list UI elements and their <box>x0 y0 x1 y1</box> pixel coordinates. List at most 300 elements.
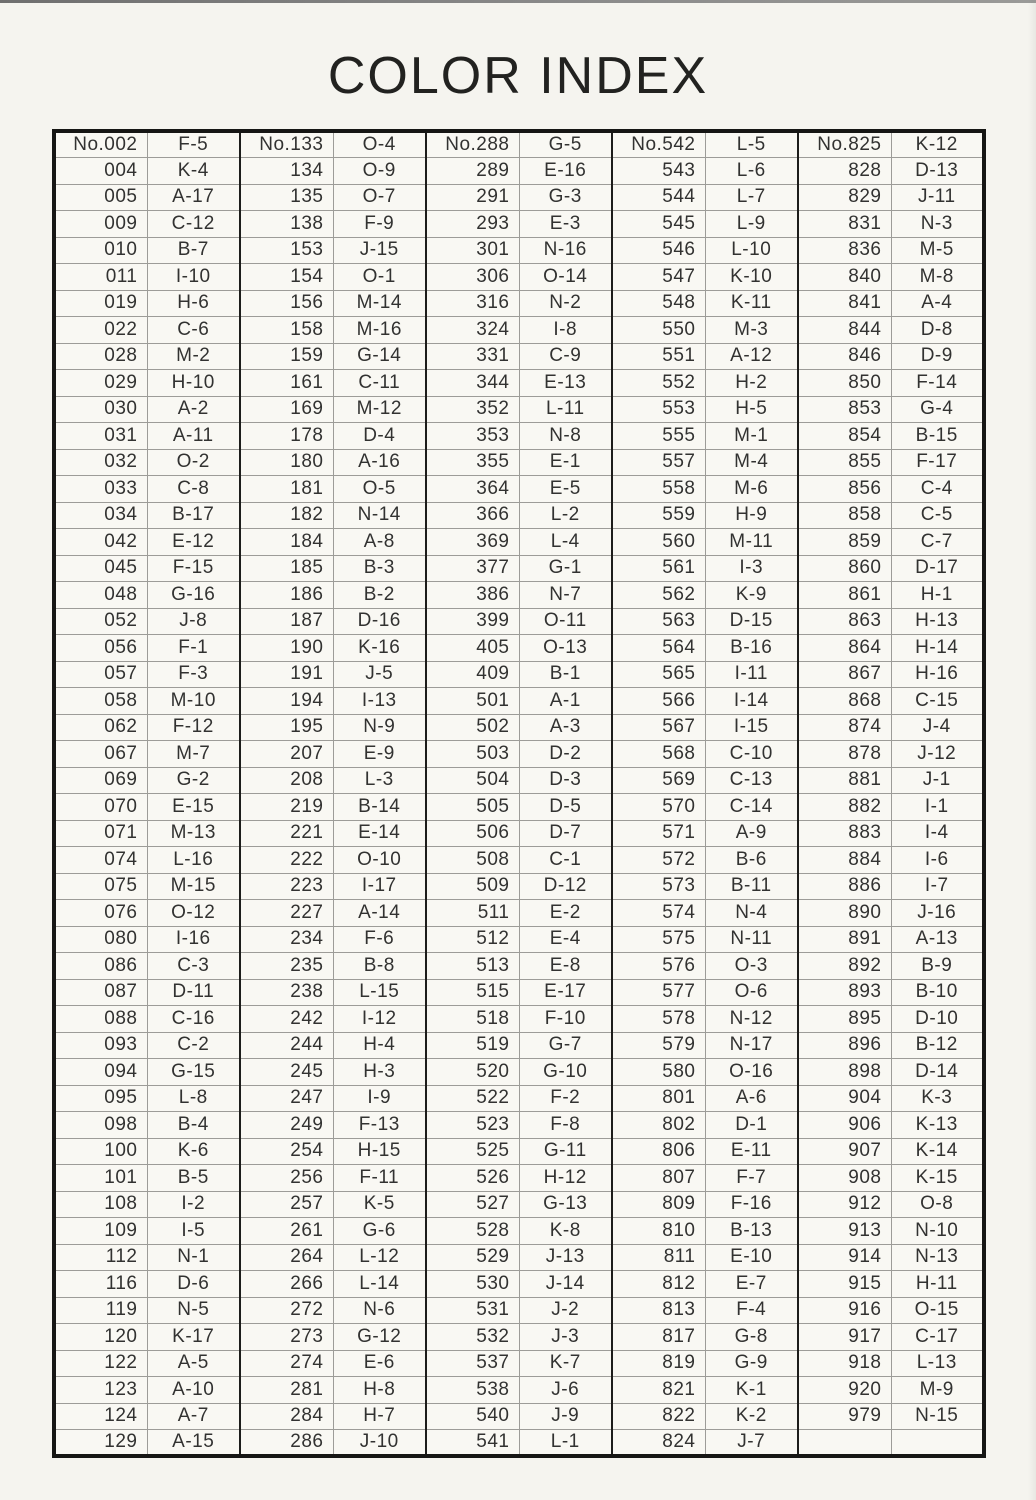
color-number-cell: 273 <box>240 1324 333 1351</box>
table-row <box>54 555 984 582</box>
color-code-cell: O-1 <box>333 264 426 291</box>
color-code-cell: J-13 <box>519 1244 612 1271</box>
color-number-cell: 245 <box>240 1059 333 1086</box>
color-number-cell: 169 <box>240 396 333 423</box>
color-code-cell: G-9 <box>705 1350 798 1377</box>
color-number-cell: 249 <box>240 1112 333 1139</box>
color-code-cell: H-14 <box>891 635 984 662</box>
color-code-cell: C-11 <box>333 370 426 397</box>
color-number-cell: 506 <box>426 820 519 847</box>
table-row <box>54 1403 984 1430</box>
color-number-cell: 513 <box>426 953 519 980</box>
color-number-cell: 553 <box>612 396 705 423</box>
color-number-cell: 896 <box>798 1032 891 1059</box>
color-code-cell: N-6 <box>333 1297 426 1324</box>
color-code-cell: C-2 <box>147 1032 240 1059</box>
color-code-cell: D-7 <box>519 820 612 847</box>
color-code-cell: I-14 <box>705 688 798 715</box>
table-row <box>54 211 984 238</box>
color-code-cell: O-6 <box>705 979 798 1006</box>
color-number-cell: 222 <box>240 847 333 874</box>
color-number-cell: 100 <box>54 1138 147 1165</box>
color-code-cell: N-3 <box>891 211 984 238</box>
color-number-cell: 917 <box>798 1324 891 1351</box>
color-code-cell: C-4 <box>891 476 984 503</box>
color-code-cell: B-11 <box>705 873 798 900</box>
color-code-cell: D-16 <box>333 608 426 635</box>
color-code-cell: M-9 <box>891 1377 984 1404</box>
color-code-cell: E-17 <box>519 979 612 1006</box>
color-number-cell: No.133 <box>240 131 333 158</box>
color-code-cell: A-3 <box>519 714 612 741</box>
color-code-cell: A-1 <box>519 688 612 715</box>
color-code-cell: L-7 <box>705 184 798 211</box>
table-row <box>54 873 984 900</box>
color-code-cell: A-11 <box>147 423 240 450</box>
table-row <box>54 1032 984 1059</box>
color-code-cell: G-1 <box>519 555 612 582</box>
color-number-cell: 301 <box>426 237 519 264</box>
color-number-cell: 918 <box>798 1350 891 1377</box>
color-code-cell: C-7 <box>891 529 984 556</box>
color-code-cell: A-5 <box>147 1350 240 1377</box>
color-code-cell: M-4 <box>705 449 798 476</box>
color-number-cell: 076 <box>54 900 147 927</box>
color-number-cell: 551 <box>612 343 705 370</box>
color-number-cell: 812 <box>612 1271 705 1298</box>
color-number-cell: 364 <box>426 476 519 503</box>
color-number-cell: 094 <box>54 1059 147 1086</box>
color-number-cell: 153 <box>240 237 333 264</box>
color-number-cell: 861 <box>798 582 891 609</box>
color-number-cell: 538 <box>426 1377 519 1404</box>
color-number-cell: 537 <box>426 1350 519 1377</box>
color-code-cell: N-16 <box>519 237 612 264</box>
color-number-cell: 344 <box>426 370 519 397</box>
color-index-table-body <box>54 131 984 1456</box>
color-code-cell: J-2 <box>519 1297 612 1324</box>
color-number-cell: 154 <box>240 264 333 291</box>
color-code-cell: K-1 <box>705 1377 798 1404</box>
color-code-cell: F-16 <box>705 1191 798 1218</box>
color-number-cell: 547 <box>612 264 705 291</box>
color-code-cell: B-12 <box>891 1032 984 1059</box>
color-code-cell: M-16 <box>333 317 426 344</box>
color-code-cell: D-13 <box>891 158 984 185</box>
table-row <box>54 661 984 688</box>
color-number-cell: 093 <box>54 1032 147 1059</box>
color-code-cell: M-11 <box>705 529 798 556</box>
color-code-cell: B-2 <box>333 582 426 609</box>
table-row <box>54 502 984 529</box>
color-number-cell: 138 <box>240 211 333 238</box>
color-code-cell: H-6 <box>147 290 240 317</box>
table-row <box>54 1191 984 1218</box>
color-code-cell: N-14 <box>333 502 426 529</box>
color-number-cell: 522 <box>426 1085 519 1112</box>
color-number-cell: 316 <box>426 290 519 317</box>
color-code-cell: E-3 <box>519 211 612 238</box>
color-code-cell: D-11 <box>147 979 240 1006</box>
color-number-cell: 559 <box>612 502 705 529</box>
color-code-cell: O-13 <box>519 635 612 662</box>
color-code-cell: D-8 <box>891 317 984 344</box>
color-number-cell: 503 <box>426 741 519 768</box>
color-number-cell: 101 <box>54 1165 147 1192</box>
color-number-cell: 108 <box>54 1191 147 1218</box>
color-number-cell: 840 <box>798 264 891 291</box>
color-code-cell: K-15 <box>891 1165 984 1192</box>
color-number-cell: 817 <box>612 1324 705 1351</box>
color-number-cell: 161 <box>240 370 333 397</box>
color-number-cell: 552 <box>612 370 705 397</box>
color-code-cell: L-3 <box>333 767 426 794</box>
color-number-cell: 019 <box>54 290 147 317</box>
table-row <box>54 847 984 874</box>
color-code-cell: L-6 <box>705 158 798 185</box>
color-number-cell: 807 <box>612 1165 705 1192</box>
color-code-cell: G-3 <box>519 184 612 211</box>
color-code-cell: N-4 <box>705 900 798 927</box>
color-code-cell: G-14 <box>333 343 426 370</box>
color-code-cell: H-11 <box>891 1271 984 1298</box>
color-number-cell: 523 <box>426 1112 519 1139</box>
color-number-cell: 256 <box>240 1165 333 1192</box>
color-number-cell: 890 <box>798 900 891 927</box>
color-number-cell: 801 <box>612 1085 705 1112</box>
color-number-cell: 070 <box>54 794 147 821</box>
color-number-cell: 119 <box>54 1297 147 1324</box>
color-code-cell: E-14 <box>333 820 426 847</box>
color-code-cell: C-3 <box>147 953 240 980</box>
color-code-cell: B-1 <box>519 661 612 688</box>
color-code-cell: J-1 <box>891 767 984 794</box>
color-number-cell: 028 <box>54 343 147 370</box>
color-number-cell: 056 <box>54 635 147 662</box>
color-number-cell: 567 <box>612 714 705 741</box>
color-number-cell: 526 <box>426 1165 519 1192</box>
color-code-cell: M-2 <box>147 343 240 370</box>
color-code-cell: G-7 <box>519 1032 612 1059</box>
color-number-cell: 306 <box>426 264 519 291</box>
table-row <box>54 820 984 847</box>
color-number-cell: 010 <box>54 237 147 264</box>
color-code-cell: J-10 <box>333 1430 426 1457</box>
table-row <box>54 1112 984 1139</box>
table-row <box>54 1297 984 1324</box>
color-code-cell: I-1 <box>891 794 984 821</box>
color-code-cell: O-10 <box>333 847 426 874</box>
color-code-cell: A-12 <box>705 343 798 370</box>
color-code-cell: B-14 <box>333 794 426 821</box>
table-row <box>54 608 984 635</box>
color-number-cell: 868 <box>798 688 891 715</box>
color-code-cell: O-16 <box>705 1059 798 1086</box>
color-code-cell: I-4 <box>891 820 984 847</box>
color-number-cell: 377 <box>426 555 519 582</box>
table-row <box>54 449 984 476</box>
table-row <box>54 184 984 211</box>
color-code-cell: N-11 <box>705 926 798 953</box>
table-row <box>54 1324 984 1351</box>
color-number-cell: 178 <box>240 423 333 450</box>
color-code-cell: I-15 <box>705 714 798 741</box>
color-code-cell: M-5 <box>891 237 984 264</box>
color-number-cell: 109 <box>54 1218 147 1245</box>
color-code-cell: B-4 <box>147 1112 240 1139</box>
color-number-cell: 892 <box>798 953 891 980</box>
color-number-cell: 883 <box>798 820 891 847</box>
color-code-cell: M-8 <box>891 264 984 291</box>
color-number-cell: 369 <box>426 529 519 556</box>
color-number-cell: 095 <box>54 1085 147 1112</box>
color-number-cell: 546 <box>612 237 705 264</box>
color-number-cell: 531 <box>426 1297 519 1324</box>
color-code-cell: L-2 <box>519 502 612 529</box>
color-code-cell: D-4 <box>333 423 426 450</box>
color-number-cell: 831 <box>798 211 891 238</box>
color-code-cell: G-4 <box>891 396 984 423</box>
color-number-cell: 841 <box>798 290 891 317</box>
color-code-cell: H-13 <box>891 608 984 635</box>
color-number-cell: 859 <box>798 529 891 556</box>
color-number-cell: 914 <box>798 1244 891 1271</box>
color-number-cell: 867 <box>798 661 891 688</box>
color-number-cell: 208 <box>240 767 333 794</box>
color-number-cell: 515 <box>426 979 519 1006</box>
color-number-cell: 570 <box>612 794 705 821</box>
table-row <box>54 290 984 317</box>
color-code-cell: E-15 <box>147 794 240 821</box>
color-code-cell: F-8 <box>519 1112 612 1139</box>
table-row <box>54 1244 984 1271</box>
color-number-cell: 844 <box>798 317 891 344</box>
color-number-cell: 293 <box>426 211 519 238</box>
color-code-cell: E-2 <box>519 900 612 927</box>
color-code-cell: O-9 <box>333 158 426 185</box>
color-code-cell: N-8 <box>519 423 612 450</box>
table-row <box>54 476 984 503</box>
color-code-cell: O-7 <box>333 184 426 211</box>
color-number-cell: 562 <box>612 582 705 609</box>
color-code-cell: E-10 <box>705 1244 798 1271</box>
color-number-cell: 158 <box>240 317 333 344</box>
color-number-cell: 544 <box>612 184 705 211</box>
color-number-cell: 331 <box>426 343 519 370</box>
color-code-cell: E-4 <box>519 926 612 953</box>
color-code-cell: E-1 <box>519 449 612 476</box>
color-code-cell: A-6 <box>705 1085 798 1112</box>
color-code-cell: H-9 <box>705 502 798 529</box>
color-code-cell: E-7 <box>705 1271 798 1298</box>
color-code-cell: L-15 <box>333 979 426 1006</box>
table-row <box>54 1377 984 1404</box>
color-code-cell: E-6 <box>333 1350 426 1377</box>
color-number-cell: 568 <box>612 741 705 768</box>
table-row <box>54 423 984 450</box>
color-code-cell: N-2 <box>519 290 612 317</box>
color-number-cell: 574 <box>612 900 705 927</box>
table-row <box>54 343 984 370</box>
color-number-cell: No.825 <box>798 131 891 158</box>
color-code-cell: K-5 <box>333 1191 426 1218</box>
color-number-cell: 860 <box>798 555 891 582</box>
color-code-cell: F-9 <box>333 211 426 238</box>
table-row <box>54 396 984 423</box>
color-number-cell: 052 <box>54 608 147 635</box>
color-number-cell: 501 <box>426 688 519 715</box>
color-number-cell: 235 <box>240 953 333 980</box>
color-code-cell: M-12 <box>333 396 426 423</box>
color-code-cell: M-10 <box>147 688 240 715</box>
color-code-cell: L-4 <box>519 529 612 556</box>
scan-edge-right <box>1028 0 1036 1500</box>
color-number-cell: 011 <box>54 264 147 291</box>
color-number-cell: 134 <box>240 158 333 185</box>
color-number-cell: 508 <box>426 847 519 874</box>
color-code-cell: I-11 <box>705 661 798 688</box>
color-number-cell: 261 <box>240 1218 333 1245</box>
color-number-cell: 836 <box>798 237 891 264</box>
color-number-cell: 291 <box>426 184 519 211</box>
color-number-cell: 075 <box>54 873 147 900</box>
color-code-cell: F-1 <box>147 635 240 662</box>
color-code-cell: E-12 <box>147 529 240 556</box>
color-code-cell: F-6 <box>333 926 426 953</box>
color-code-cell: I-8 <box>519 317 612 344</box>
color-number-cell: 846 <box>798 343 891 370</box>
color-code-cell: J-14 <box>519 1271 612 1298</box>
color-code-cell: F-12 <box>147 714 240 741</box>
color-code-cell: N-5 <box>147 1297 240 1324</box>
color-code-cell: K-17 <box>147 1324 240 1351</box>
color-number-cell: 062 <box>54 714 147 741</box>
color-number-cell: 913 <box>798 1218 891 1245</box>
color-number-cell: 123 <box>54 1377 147 1404</box>
color-code-cell: F-3 <box>147 661 240 688</box>
color-number-cell: 281 <box>240 1377 333 1404</box>
color-number-cell: 284 <box>240 1403 333 1430</box>
color-code-cell: H-12 <box>519 1165 612 1192</box>
color-number-cell: 532 <box>426 1324 519 1351</box>
color-number-cell: 366 <box>426 502 519 529</box>
color-code-cell: I-7 <box>891 873 984 900</box>
color-number-cell: 254 <box>240 1138 333 1165</box>
color-code-cell: K-14 <box>891 1138 984 1165</box>
color-number-cell: 564 <box>612 635 705 662</box>
color-number-cell: 578 <box>612 1006 705 1033</box>
color-code-cell: K-11 <box>705 290 798 317</box>
color-code-cell: F-7 <box>705 1165 798 1192</box>
color-code-cell: C-16 <box>147 1006 240 1033</box>
color-code-cell: B-8 <box>333 953 426 980</box>
color-number-cell: 863 <box>798 608 891 635</box>
table-row <box>54 237 984 264</box>
color-code-cell: K-4 <box>147 158 240 185</box>
color-number-cell: 821 <box>612 1377 705 1404</box>
color-code-cell: E-9 <box>333 741 426 768</box>
color-number-cell: 505 <box>426 794 519 821</box>
color-code-cell: K-3 <box>891 1085 984 1112</box>
color-code-cell: L-5 <box>705 131 798 158</box>
color-code-cell: J-4 <box>891 714 984 741</box>
color-number-cell: 386 <box>426 582 519 609</box>
color-number-cell: 850 <box>798 370 891 397</box>
table-row <box>54 1165 984 1192</box>
color-code-cell: C-1 <box>519 847 612 874</box>
table-row <box>54 926 984 953</box>
color-number-cell: 124 <box>54 1403 147 1430</box>
table-row <box>54 953 984 980</box>
color-number-cell: 194 <box>240 688 333 715</box>
color-code-cell: I-2 <box>147 1191 240 1218</box>
color-number-cell: 244 <box>240 1032 333 1059</box>
color-number-cell: 005 <box>54 184 147 211</box>
color-number-cell: 912 <box>798 1191 891 1218</box>
color-number-cell: 573 <box>612 873 705 900</box>
color-code-cell: O-12 <box>147 900 240 927</box>
scan-edge-top <box>0 0 1036 3</box>
color-code-cell: F-13 <box>333 1112 426 1139</box>
color-code-cell: D-15 <box>705 608 798 635</box>
color-code-cell: A-4 <box>891 290 984 317</box>
color-number-cell: 182 <box>240 502 333 529</box>
color-number-cell: 810 <box>612 1218 705 1245</box>
color-number-cell: 813 <box>612 1297 705 1324</box>
color-number-cell: 906 <box>798 1112 891 1139</box>
color-number-cell: 186 <box>240 582 333 609</box>
color-code-cell: K-12 <box>891 131 984 158</box>
table-row <box>54 741 984 768</box>
color-code-cell: K-10 <box>705 264 798 291</box>
color-code-cell: G-6 <box>333 1218 426 1245</box>
table-row <box>54 900 984 927</box>
color-code-cell: I-3 <box>705 555 798 582</box>
color-code-cell: E-16 <box>519 158 612 185</box>
color-code-cell: H-16 <box>891 661 984 688</box>
color-code-cell: K-2 <box>705 1403 798 1430</box>
color-number-cell: 561 <box>612 555 705 582</box>
color-number-cell: 884 <box>798 847 891 874</box>
table-row <box>54 158 984 185</box>
color-code-cell: M-3 <box>705 317 798 344</box>
color-number-cell: 511 <box>426 900 519 927</box>
color-number-cell: 580 <box>612 1059 705 1086</box>
color-number-cell: 057 <box>54 661 147 688</box>
color-number-cell: 184 <box>240 529 333 556</box>
color-code-cell: B-16 <box>705 635 798 662</box>
table-row <box>54 1085 984 1112</box>
color-number-cell: 809 <box>612 1191 705 1218</box>
color-code-cell: C-15 <box>891 688 984 715</box>
color-number-cell: 882 <box>798 794 891 821</box>
table-row <box>54 635 984 662</box>
color-number-cell: 829 <box>798 184 891 211</box>
color-number-cell: 031 <box>54 423 147 450</box>
color-number-cell: 353 <box>426 423 519 450</box>
color-code-cell: I-13 <box>333 688 426 715</box>
color-code-cell: K-16 <box>333 635 426 662</box>
color-code-cell: G-2 <box>147 767 240 794</box>
color-code-cell: E-5 <box>519 476 612 503</box>
table-row <box>54 131 984 158</box>
color-number-cell: 904 <box>798 1085 891 1112</box>
color-number-cell: 159 <box>240 343 333 370</box>
table-row <box>54 1138 984 1165</box>
color-number-cell: 187 <box>240 608 333 635</box>
color-number-cell: 520 <box>426 1059 519 1086</box>
color-code-cell: B-13 <box>705 1218 798 1245</box>
